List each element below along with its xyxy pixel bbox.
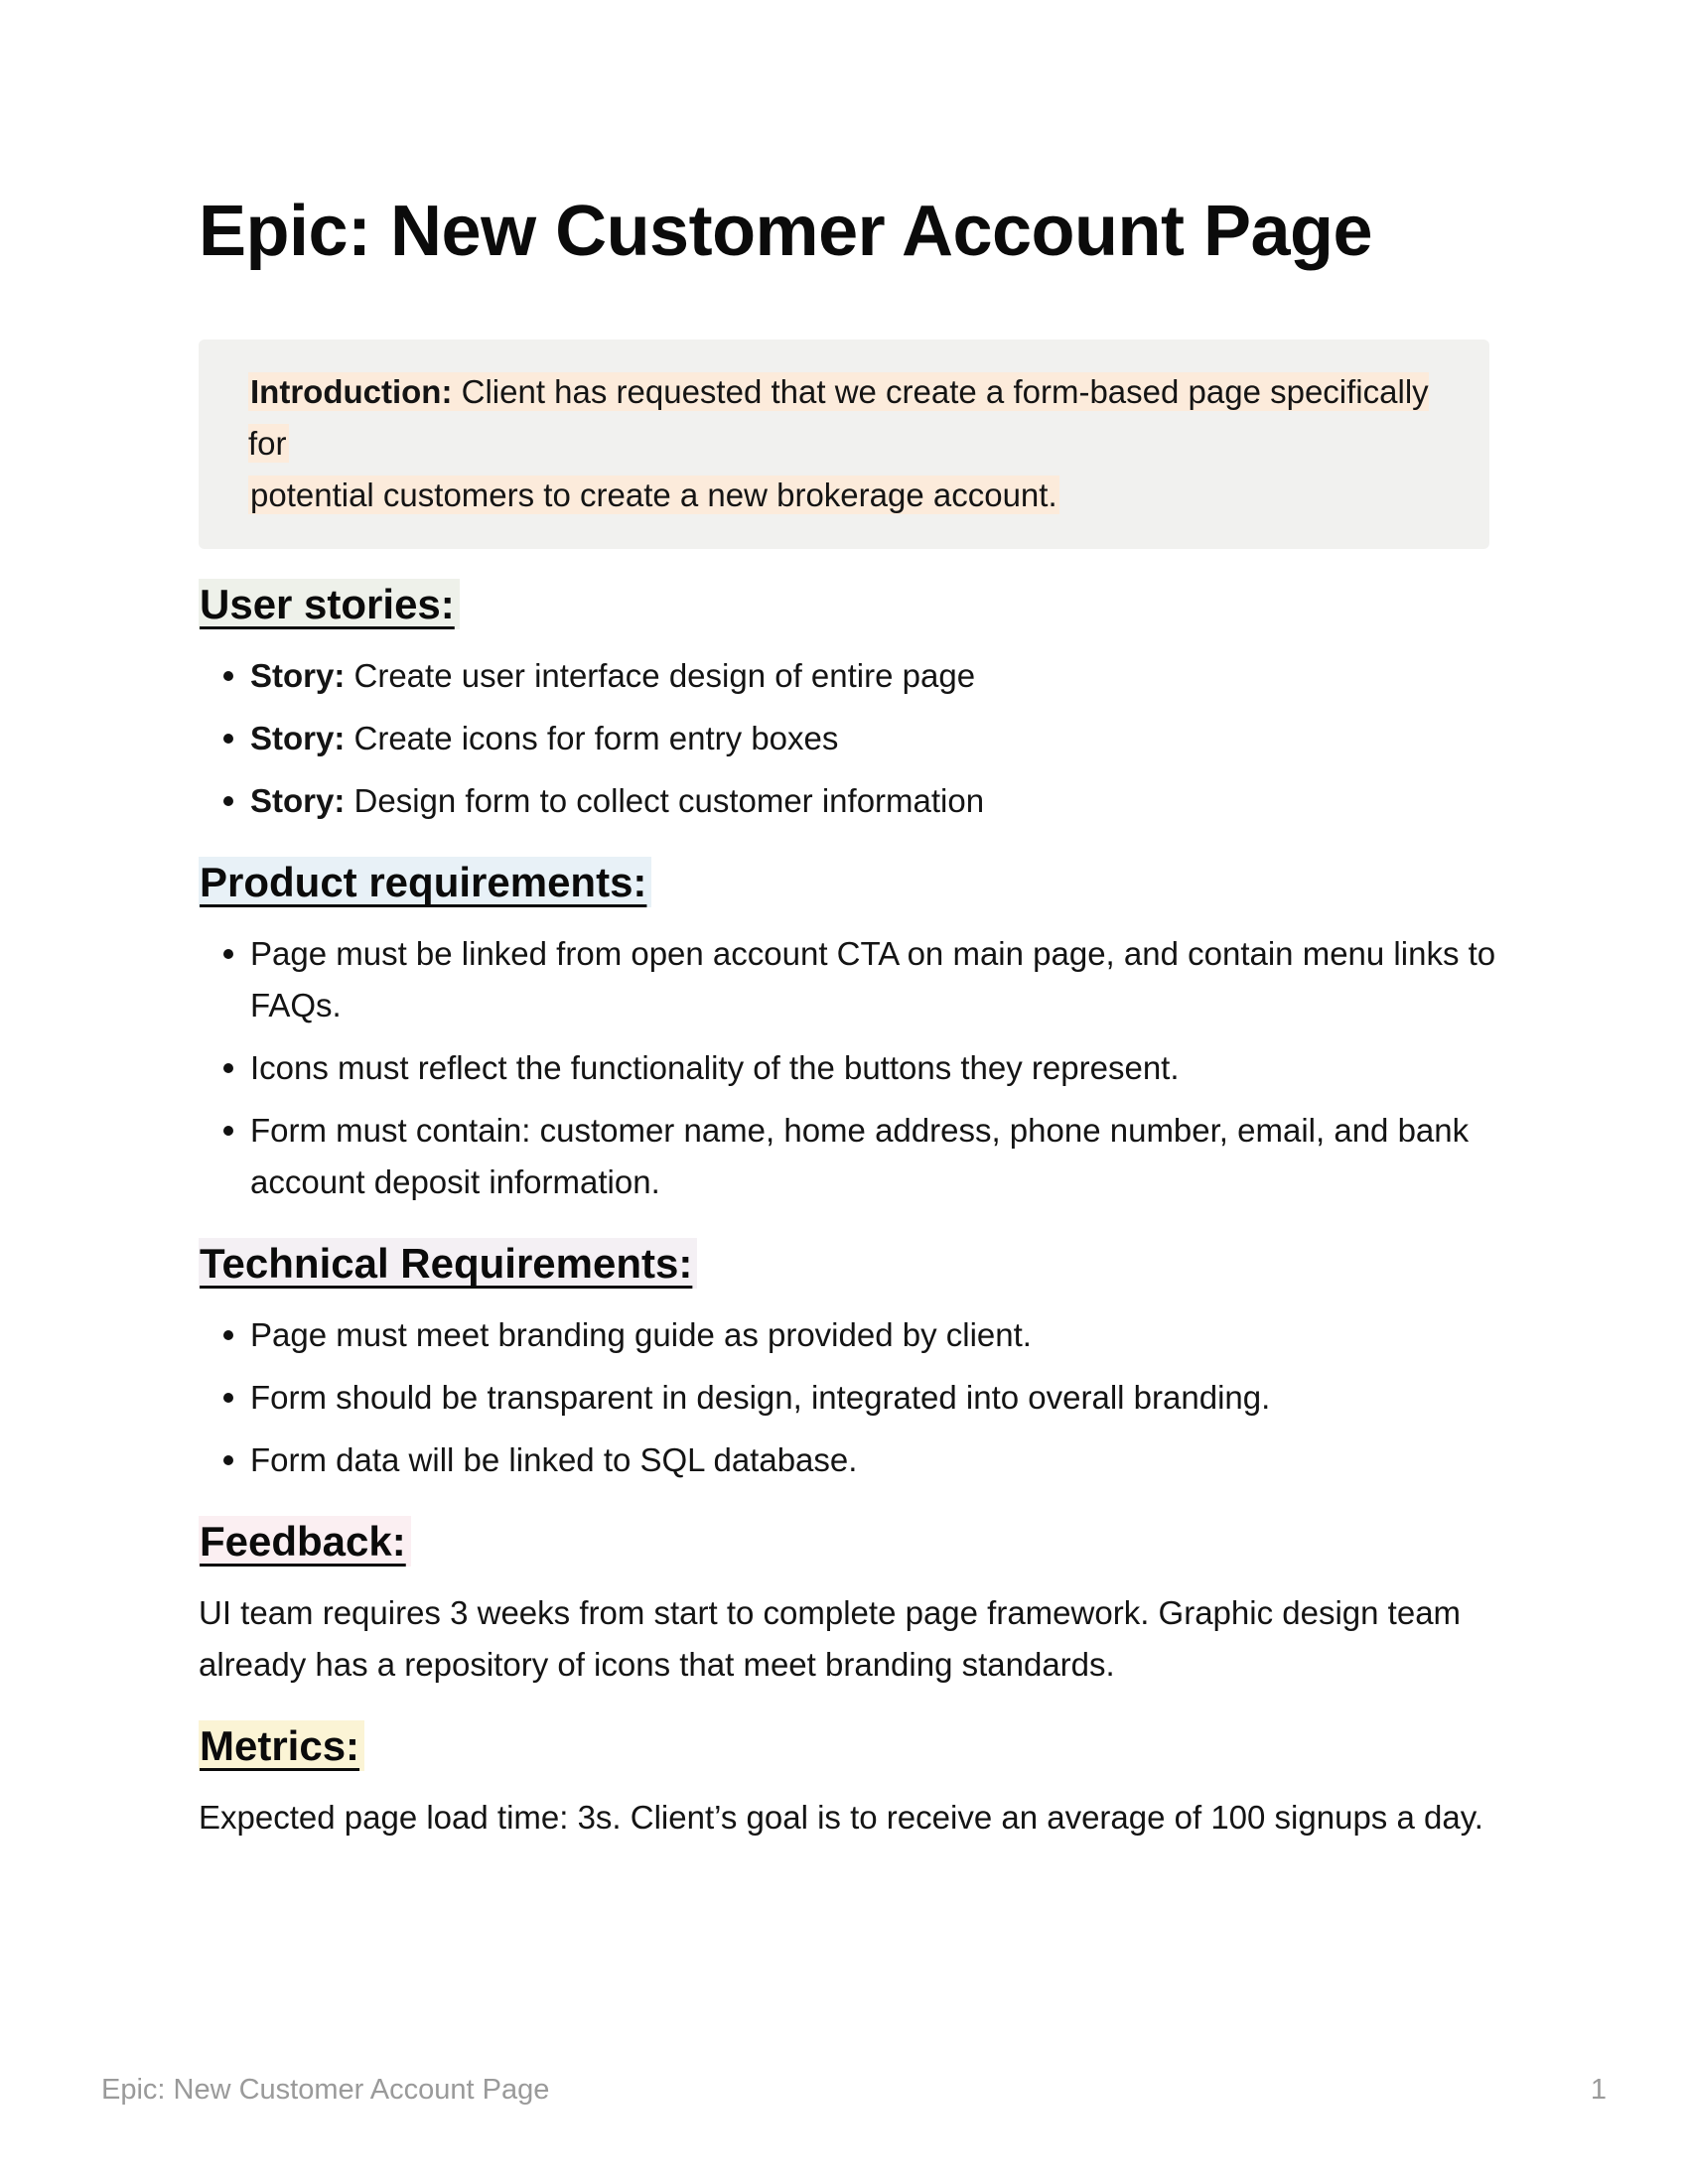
section-heading-metrics: Metrics: [199, 1720, 1489, 1772]
section-heading-feedback: Feedback: [199, 1516, 1489, 1568]
section-heading-technical-requirements: Technical Requirements: [199, 1238, 1489, 1290]
introduction-line-1 [248, 372, 1429, 463]
introduction-label: Introduction: [250, 373, 453, 411]
footer-page-number: 1 [1590, 2074, 1607, 2106]
section-heading-user-stories: User stories: [199, 579, 1489, 630]
document-title: Epic: New Customer Account Page [199, 192, 1373, 271]
introduction-line-1-text: Client has requested that we create a form-based page specifically for [248, 373, 1429, 463]
list-item: Form must contain: customer name, home address, phone number, email, and bank account deposit information. [199, 1105, 1499, 1208]
list-item: Form data will be linked to SQL database. [199, 1434, 1499, 1486]
list-item: Page must meet branding guide as provided by client. [199, 1309, 1499, 1361]
list-item: Story: Create icons for form entry boxes [199, 713, 1499, 764]
introduction-line-2: potential customers to create a new brokerage account. [250, 477, 1057, 514]
user-stories-list [199, 650, 1499, 827]
story-label: Story: [250, 657, 346, 695]
list-item: Page must be linked from open account CTA on main page, and contain menu links to FAQs. [199, 928, 1499, 1031]
footer-document-title: Epic: New Customer Account Page [101, 2074, 550, 2106]
introduction-callout-box [199, 340, 1489, 549]
feedback-paragraph: UI team requires 3 weeks from start to complete page framework. Graphic design team already has a repository of icons that meet branding standards. [199, 1594, 1462, 1684]
page-footer [101, 2074, 1607, 2107]
technical-requirements-list [199, 1309, 1499, 1486]
list-item: Story: Create user interface design of entire page [199, 650, 1499, 702]
list-item: Icons must reflect the functionality of the buttons they represent. [199, 1042, 1499, 1094]
product-requirements-list [199, 928, 1499, 1208]
story-label: Story: [250, 782, 346, 820]
list-item: Story: Design form to collect customer information [199, 775, 1499, 827]
story-label: Story: [250, 720, 346, 757]
list-item: Form should be transparent in design, integrated into overall branding. [199, 1372, 1499, 1424]
metrics-paragraph: Expected page load time: 3s. Client’s goal is to receive an average of 100 signups a day. [199, 1799, 1483, 1837]
section-heading-product-requirements: Product requirements: [199, 857, 1489, 908]
